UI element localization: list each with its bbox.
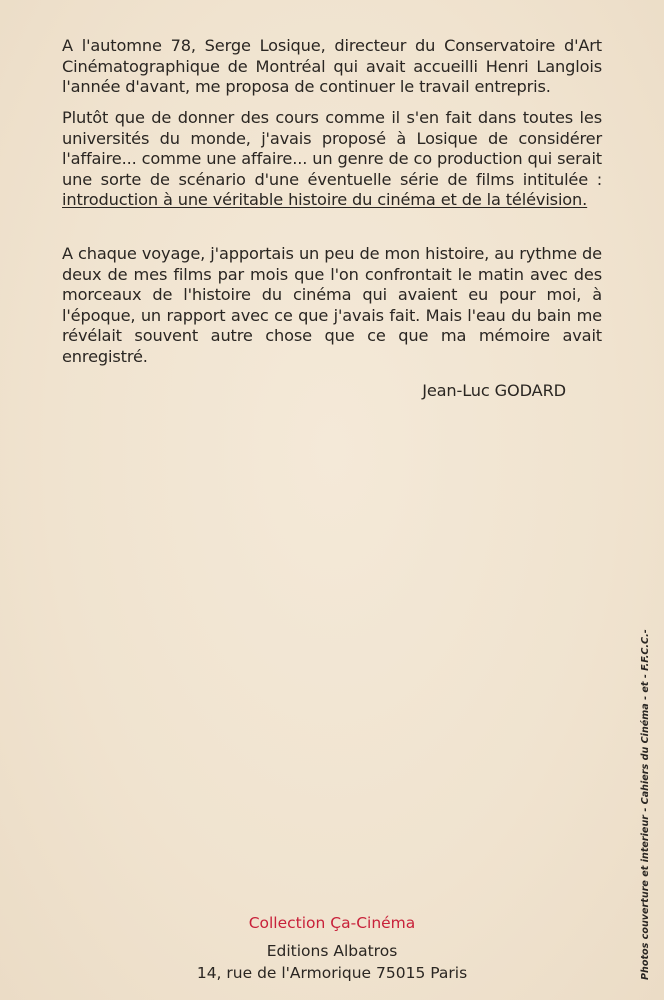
author-signature: Jean-Luc GODARD <box>422 381 566 400</box>
publisher-name: Editions Albatros <box>266 942 398 960</box>
collection-name: Collection Ça-Cinéma <box>248 914 416 932</box>
paragraph-3: A chaque voyage, j'apportais un peu de mon histoire, au rythme de deux de mes films par mois que l'on confrontait le matin avec des morceaux de l'histoire du cinéma qui avaient eu pour moi, à l'époque, un rapport avec ce que j'avais fait. Mais l'eau du bain me révélait souvent autre chose que ce que ma mémoire avait enregistré. <box>62 244 602 366</box>
paragraph-2 <box>62 108 602 211</box>
photo-credit: Photos couverture et interieur - Cahiers du Cinéma - et - F.F.C.C.- <box>640 629 651 980</box>
series-title: introduction à une véritable histoire du cinéma et de la télévision. <box>62 190 588 209</box>
paragraph-2-text: Plutôt que de donner des cours comme il s'en fait dans toutes les universités du monde, j'avais proposé à Losique de considérer l'affaire... comme une affaire... un genre de co production qui serait une sorte de scénario d'une éventuelle série de films intitulée : <box>62 108 602 189</box>
paragraph-1: A l'automne 78, Serge Losique, directeur du Conservatoire d'Art Cinématographique de Montréal qui avait accueilli Henri Langlois l'année d'avant, me proposa de continuer le travail entrepris. <box>62 36 602 96</box>
publisher-block <box>0 914 664 983</box>
publisher-address: 14, rue de l'Armorique 75015 Paris <box>196 964 468 982</box>
